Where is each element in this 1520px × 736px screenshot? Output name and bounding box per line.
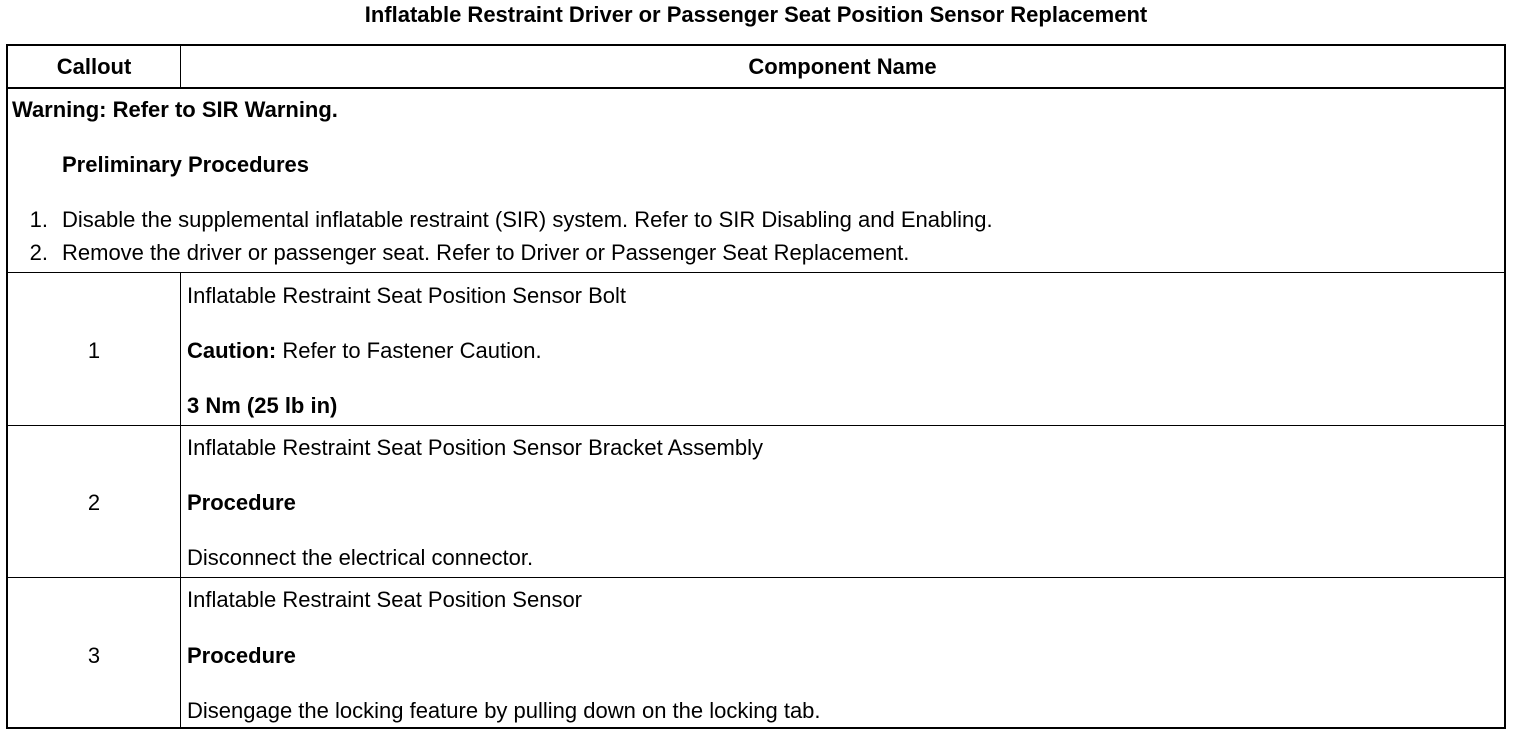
callout-number: 2 [87,490,101,515]
callout-number: 3 [87,643,101,668]
procedure-label: Procedure [187,490,296,515]
procedure-text: Disconnect the electrical connector. [187,545,534,570]
component-name: Inflatable Restraint Seat Position Sensor Bracket Assembly [187,435,763,460]
row-divider-1 [8,425,1504,426]
page-title: Inflatable Restraint Driver or Passenger Seat Position Sensor Replacement [364,2,1148,27]
warning-text: Warning: Refer to SIR Warning. [12,97,338,122]
step-text: Disable the supplemental inflatable restraint (SIR) system. Refer to SIR Disabling and Enabling. [62,207,993,232]
procedure-label: Procedure [187,643,296,668]
column-divider-rows [180,272,181,729]
row-divider-prelim [8,272,1504,273]
preliminary-heading: Preliminary Procedures [62,152,310,177]
component-name: Inflatable Restraint Seat Position Sensor [187,587,583,612]
caution-label: Caution: [187,338,277,363]
row-divider-2 [8,577,1504,578]
header-divider [8,87,1504,89]
header-callout: Callout [56,54,132,79]
step-number: 1. [29,207,48,232]
caution-text: Refer to Fastener Caution. [276,338,542,363]
step-number: 2. [29,240,48,265]
procedure-text: Disengage the locking feature by pulling down on the locking tab. [187,698,821,723]
header-component-name: Component Name [748,54,937,79]
caution-line [187,338,542,364]
component-table [6,44,1506,729]
torque-spec: 3 Nm (25 lb in) [187,393,338,418]
component-name: Inflatable Restraint Seat Position Sensor Bolt [187,283,627,308]
callout-number: 1 [87,338,101,363]
step-text: Remove the driver or passenger seat. Refer to Driver or Passenger Seat Replacement. [62,240,910,265]
